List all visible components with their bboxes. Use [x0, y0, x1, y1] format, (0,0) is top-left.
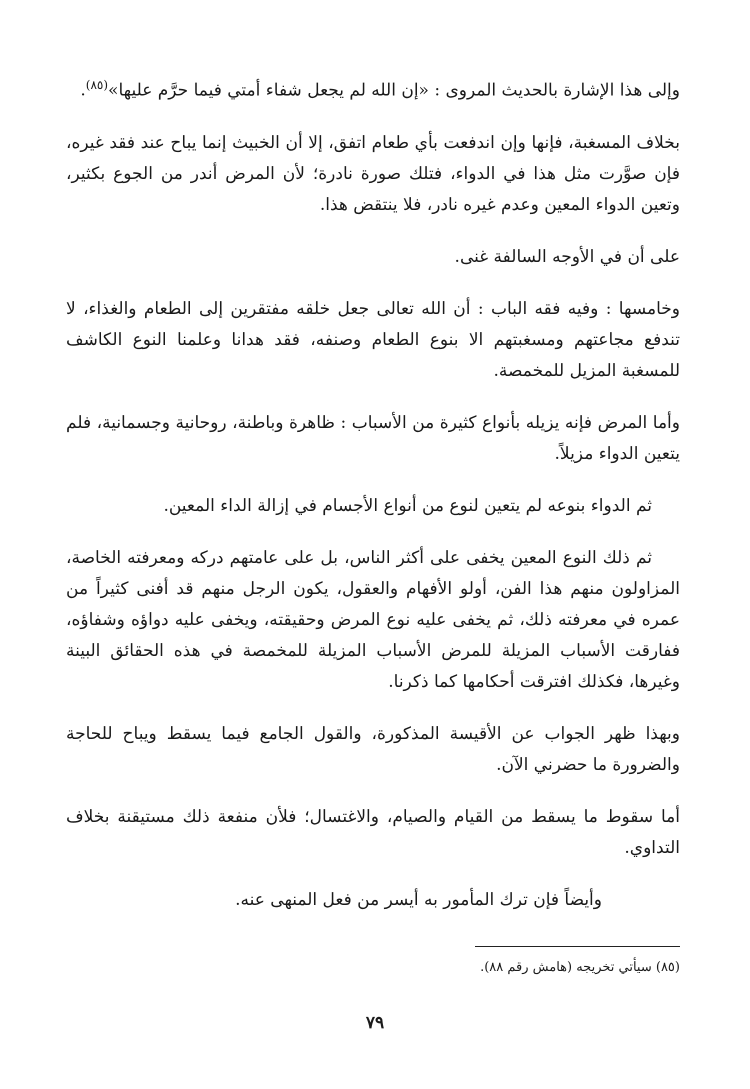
- footnote-reference: (٨٥): [85, 78, 109, 92]
- paragraph-text: وخامسها : وفيه فقه الباب : أن الله تعالى جعل خلقه مفتقرين إلى الطعام والغذاء، لا تندفع مجاعتهم ومسغبتهم الا بنوع الطعام وصنفه، فقد هدانا وعلمنا النوع الكاشف للمسغبة المزيل للمخمصة.: [66, 298, 680, 381]
- footnote: [66, 958, 680, 978]
- paragraph-specific-remedy: [66, 543, 680, 698]
- page-body: [66, 70, 680, 937]
- paragraph-text: وإلى هذا الإشارة بالحديث المروى : «إن الله لم يجعل شفاء أمتي فيما حرَّم عليها»: [108, 80, 680, 101]
- paragraph-fifth-point: [66, 294, 680, 387]
- page-number: ٧٩: [365, 1013, 385, 1033]
- paragraph-text: على أن في الأوجه السالفة غنى.: [454, 246, 680, 267]
- paragraph-text: وأيضاً فإن ترك المأمور به أيسر من فعل المنهى عنه.: [235, 889, 602, 910]
- paragraph-medicine-type: [66, 491, 680, 522]
- paragraph-hunger-comparison: [66, 128, 680, 221]
- paragraph-text: ثم ذلك النوع المعين يخفى على أكثر الناس، بل على عامتهم دركه ومعرفته الخاصة، المزاولون منهم هذا الفن، أولو الأفهام والعقول، يكون الرجل منهم قد أفنى كثيراً من عمره في معرفته ذلك، ثم يخفى عليه نوع المرض وحقيقته، ويخفى عليه دواؤه وشفاؤه، ففارقت الأسباب المزيلة للمرض الأسباب المزيلة للمخمصة في هذه الحقائق البينة وغيرها، فكذلك افترقت أحكامها كما ذكرنا.: [66, 547, 680, 692]
- paragraph-sufficiency: [66, 242, 680, 273]
- paragraph-closing: [66, 885, 680, 916]
- paragraph-text: وأما المرض فإنه يزيله بأنواع كثيرة من الأسباب : ظاهرة وباطنة، روحانية وجسمانية، فلم يتعين الدواء مزيلاً.: [66, 412, 680, 464]
- paragraph-text: وبهذا ظهر الجواب عن الأقيسة المذكورة، والقول الجامع فيما يسقط ويباح للحاجة والضرورة ما حضرني الآن.: [66, 723, 680, 775]
- paragraph-answer: [66, 719, 680, 781]
- paragraph-illness-causes: [66, 408, 680, 470]
- paragraph-text: أما سقوط ما يسقط من القيام والصيام، والاغتسال؛ فلأن منفعة ذلك مستيقنة بخلاف التداوي.: [66, 806, 680, 858]
- paragraph-trail: .: [80, 80, 86, 101]
- paragraph-hadith-reference: [66, 70, 680, 107]
- footnote-text: (٨٥) سيأتي تخريجه (هامش رقم ٨٨).: [480, 960, 680, 975]
- paragraph-obligations: [66, 802, 680, 864]
- paragraph-text: بخلاف المسغبة، فإنها وإن اندفعت بأي طعام اتفق، إلا أن الخبيث إنما يباح عند فقد غيره، فإن صوَّرت مثل هذا في الدواء، فتلك صورة نادرة؛ لأن المرض أندر من الجوع بكثير، وتعين الدواء المعين وعدم غيره نادر، فلا ينتقض هذا.: [66, 132, 680, 215]
- paragraph-text: ثم الدواء بنوعه لم يتعين لنوع من أنواع الأجسام في إزالة الداء المعين.: [163, 495, 652, 516]
- footnote-divider: [475, 946, 680, 947]
